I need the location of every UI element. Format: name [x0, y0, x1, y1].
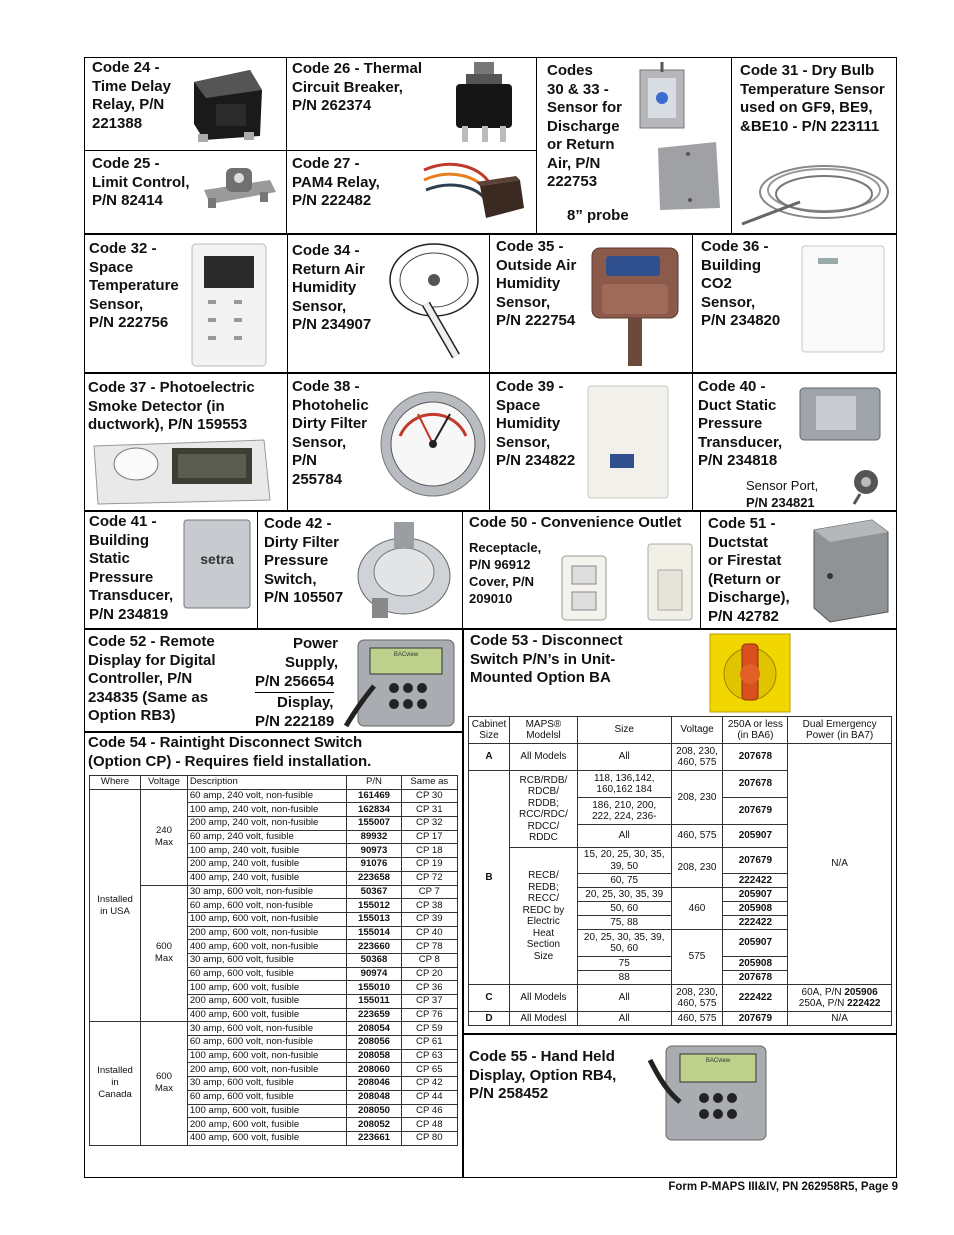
convenience-outlet-image	[556, 540, 696, 626]
same-as-cell: CP 46	[401, 1104, 457, 1118]
same-as-cell: CP 48	[401, 1118, 457, 1132]
page-footer: Form P-MAPS III&IV, PN 262958R5, Page 9	[668, 1181, 898, 1193]
code42-label: Code 42 - Dirty Filter Pressure Switch, P/N 105507	[264, 515, 344, 606]
pn-cell: 208050	[347, 1104, 401, 1118]
ductstat-image	[808, 516, 894, 624]
description-cell: 100 amp, 240 volt, non-fusible	[187, 803, 347, 817]
code52-label: Code 52 - Remote Display for Digital Controller, P/N 234835 (Same as Option RB3)	[88, 633, 216, 724]
cab-b1-all: All	[577, 825, 671, 848]
description-cell: 200 amp, 600 volt, non-fusible	[187, 926, 347, 940]
b2-575-pn-2: 207678	[723, 971, 788, 985]
code27-label: Code 27 - PAM4 Relay, P/N 222482	[292, 155, 380, 209]
pn-cell: 208048	[347, 1090, 401, 1104]
pn-cell: 208058	[347, 1049, 401, 1063]
pn-cell: 223661	[347, 1131, 401, 1145]
pn-cell: 208056	[347, 1036, 401, 1050]
sensor-port-label: Sensor Port,	[746, 478, 819, 493]
cab-b1-size-1: 186, 210, 200, 222, 224, 236-	[577, 798, 671, 825]
th-ba6: 250A or less (in BA6)	[723, 717, 788, 744]
cab-b: B	[469, 771, 510, 985]
same-as-cell: CP 38	[401, 899, 457, 913]
b2-208-size-1: 60, 75	[577, 874, 671, 888]
cab-b1-pn-1: 207679	[723, 798, 788, 825]
disconnect-switch-image	[708, 632, 792, 714]
cab-c: C	[469, 985, 510, 1012]
code41-label: Code 41 - Building Static Pressure Transducer, P/N 234819	[89, 513, 174, 623]
discharge-sensor-image	[636, 62, 726, 212]
code31-label: Code 31 - Dry Bulb Temperature Sensor used on GF9, BE9, &BE10 - P/N 223111	[740, 62, 885, 135]
pn-cell: 90974	[347, 967, 401, 981]
pn-cell: 155012	[347, 899, 401, 913]
cab-a-models: All Models	[509, 744, 577, 771]
th-size: Size	[577, 717, 671, 744]
pn-cell: 208052	[347, 1118, 401, 1132]
th-ba7: Dual Emergency Power (in BA7)	[788, 717, 892, 744]
pn-cell: 223659	[347, 1008, 401, 1022]
bacview-logo-text: BACview	[393, 652, 419, 658]
description-cell: 400 amp, 600 volt, fusible	[187, 1008, 347, 1022]
cab-c-dual: 60A, P/N 205906 250A, P/N 222422	[788, 985, 892, 1012]
same-as-cell: CP 36	[401, 981, 457, 995]
cab-d-dual: N/A	[788, 1012, 892, 1026]
same-as-cell: CP 8	[401, 953, 457, 967]
description-cell: 200 amp, 600 volt, fusible	[187, 995, 347, 1009]
description-cell: 100 amp, 600 volt, fusible	[187, 981, 347, 995]
b2-575-pn-0: 205907	[723, 930, 788, 957]
time-delay-relay-image	[188, 64, 268, 144]
cab-b-models-1: RCB/RDB/ RDCB/ RDDB; RCC/RDC/ RDCC/ RDDC	[509, 771, 577, 848]
description-cell: 60 amp, 600 volt, fusible	[187, 967, 347, 981]
where-cell: Installed in USA	[90, 789, 141, 1022]
description-cell: 60 amp, 240 volt, non-fusible	[187, 789, 347, 803]
same-as-cell: CP 7	[401, 885, 457, 899]
pn-cell: 155013	[347, 912, 401, 926]
code40-label: Code 40 - Duct Static Pressure Transducer, P/N 234818	[698, 378, 783, 469]
description-cell: 400 amp, 240 volt, fusible	[187, 871, 347, 885]
b2-575-volt: 575	[671, 930, 723, 985]
probe-length-label: 8” probe	[567, 207, 629, 224]
disconnect-pn-table	[468, 716, 892, 1026]
code32-label: Code 32 - Space Temperature Sensor, P/N 222756	[89, 240, 179, 331]
cab-a-pn: 207678	[723, 744, 788, 771]
cab-c-models: All Models	[509, 985, 577, 1012]
pn-cell: 162834	[347, 803, 401, 817]
code24-label: Code 24 - Time Delay Relay, P/N 221388	[92, 59, 171, 132]
code51-label: Code 51 - Ductstat or Firestat (Return or Discharge), P/N 42782	[708, 515, 790, 625]
table-row	[90, 789, 458, 803]
description-cell: 400 amp, 600 volt, fusible	[187, 1131, 347, 1145]
description-cell: 30 amp, 600 volt, fusible	[187, 953, 347, 967]
description-cell: 60 amp, 600 volt, non-fusible	[187, 1036, 347, 1050]
voltage-cell: 600 Max	[141, 885, 188, 1022]
code38-label: Code 38 - Photohelic Dirty Filter Sensor, P/N 255784	[292, 378, 369, 488]
cab-a-size: All	[577, 744, 671, 771]
table-row	[90, 885, 458, 899]
code30-33-label: Codes 30 & 33 - Sensor for Discharge or Return Air, P/N 222753	[547, 62, 623, 190]
b2-575-size-1: 75	[577, 957, 671, 971]
outside-air-humidity-sensor-image	[588, 240, 688, 370]
display-pn: P/N 222189	[255, 713, 335, 730]
th-voltage: Voltage	[141, 776, 188, 790]
pn-cell: 208060	[347, 1063, 401, 1077]
description-cell: 30 amp, 600 volt, non-fusible	[187, 885, 347, 899]
code34-label: Code 34 - Return Air Humidity Sensor, P/N 234907	[292, 242, 372, 333]
same-as-cell: CP 37	[401, 995, 457, 1009]
limit-control-image	[200, 162, 280, 212]
b2-575-pn-1: 205908	[723, 957, 788, 971]
cab-d-volt: 460, 575	[671, 1012, 723, 1026]
co2-sensor-image	[800, 244, 888, 356]
code54-label: Code 54 - Raintight Disconnect Switch (Option CP) - Requires field installation.	[88, 734, 372, 770]
hand-held-display-image	[646, 1040, 774, 1144]
description-cell: 200 amp, 600 volt, non-fusible	[187, 1063, 347, 1077]
code26-label: Code 26 - Thermal Circuit Breaker, P/N 262374	[292, 60, 423, 114]
b2-460-pn-2: 222422	[723, 916, 788, 930]
code25-label: Code 25 - Limit Control, P/N 82414	[92, 155, 190, 209]
bacview-logo-text-2: BACview	[705, 1058, 731, 1064]
raintight-switch-table	[89, 775, 458, 1146]
pn-cell: 155014	[347, 926, 401, 940]
pn-cell: 155010	[347, 981, 401, 995]
pn-cell: 90973	[347, 844, 401, 858]
voltage-cell: 600 Max	[141, 1022, 188, 1145]
same-as-cell: CP 44	[401, 1090, 457, 1104]
description-cell: 100 amp, 600 volt, non-fusible	[187, 1049, 347, 1063]
b2-208-size-0: 15, 20, 25, 30, 35, 39, 50	[577, 848, 671, 874]
duct-static-transducer-image	[796, 384, 888, 444]
setra-logo-text: setra	[200, 551, 234, 567]
description-cell: 200 amp, 240 volt, fusible	[187, 858, 347, 872]
code53-label: Code 53 - Disconnect Switch P/N’s in Unit- Mounted Option BA	[470, 632, 623, 686]
b2-460-size-1: 50, 60	[577, 902, 671, 916]
description-cell: 30 amp, 600 volt, non-fusible	[187, 1022, 347, 1036]
same-as-cell: CP 30	[401, 789, 457, 803]
description-cell: 60 amp, 240 volt, fusible	[187, 830, 347, 844]
pn-cell: 161469	[347, 789, 401, 803]
pn-cell: 155007	[347, 817, 401, 831]
same-as-cell: CP 32	[401, 817, 457, 831]
power-supply-pn: P/N 256654	[255, 673, 334, 693]
same-as-cell: CP 17	[401, 830, 457, 844]
pn-cell: 155011	[347, 995, 401, 1009]
cab-b1-pn-0: 207678	[723, 771, 788, 798]
code50-label: Code 50 - Convenience Outlet	[469, 514, 682, 531]
description-cell: 100 amp, 600 volt, fusible	[187, 1104, 347, 1118]
pn-cell: 50367	[347, 885, 401, 899]
same-as-cell: CP 80	[401, 1131, 457, 1145]
description-cell: 30 amp, 600 volt, fusible	[187, 1077, 347, 1091]
same-as-cell: CP 65	[401, 1063, 457, 1077]
th-models: MAPS® Modelsl	[509, 717, 577, 744]
cab-b1-size-0: 118, 136,142, 160,162 184	[577, 771, 671, 798]
dry-bulb-sensor-image	[738, 140, 894, 232]
code50-sub: Receptacle, P/N 96912 Cover, P/N 209010	[469, 540, 542, 606]
thermal-breaker-image	[452, 62, 516, 144]
same-as-cell: CP 76	[401, 1008, 457, 1022]
th-voltage: Voltage	[671, 717, 723, 744]
b2-460-size-0: 20, 25, 30, 35, 39	[577, 888, 671, 902]
building-static-transducer-image	[182, 518, 254, 610]
pn-cell: 91076	[347, 858, 401, 872]
cab-c-size: All	[577, 985, 671, 1012]
pam4-relay-image	[420, 156, 530, 228]
pn-cell: 223660	[347, 940, 401, 954]
same-as-cell: CP 78	[401, 940, 457, 954]
th-description: Description	[187, 776, 347, 790]
same-as-cell: CP 39	[401, 912, 457, 926]
b2-460-pn-1: 205908	[723, 902, 788, 916]
pn-cell: 208046	[347, 1077, 401, 1091]
cab-d: D	[469, 1012, 510, 1026]
description-cell: 60 amp, 600 volt, non-fusible	[187, 899, 347, 913]
same-as-cell: CP 18	[401, 844, 457, 858]
table-row	[90, 1022, 458, 1036]
sensor-port-image	[846, 466, 886, 506]
space-temperature-sensor-image	[190, 242, 270, 370]
same-as-cell: CP 72	[401, 871, 457, 885]
code39-label: Code 39 - Space Humidity Sensor, P/N 234822	[496, 378, 576, 469]
cab-a: A	[469, 744, 510, 771]
description-cell: 100 amp, 240 volt, fusible	[187, 844, 347, 858]
cab-b1-allpn: 205907	[723, 825, 788, 848]
cab-a-volt: 208, 230, 460, 575	[671, 744, 723, 771]
same-as-cell: CP 40	[401, 926, 457, 940]
smoke-detector-image	[92, 434, 272, 506]
cab-b-models-2: RECB/ REDB; RECC/ REDC by Electric Heat Section Size	[509, 848, 577, 985]
ba7-na: N/A	[788, 744, 892, 985]
same-as-cell: CP 20	[401, 967, 457, 981]
cab-d-size: All	[577, 1012, 671, 1026]
b2-208-pn-1: 222422	[723, 874, 788, 888]
dirty-filter-switch-image	[350, 514, 460, 626]
cab-b1-allvolt: 460, 575	[671, 825, 723, 848]
where-cell: Installed in Canada	[90, 1022, 141, 1145]
cab-d-pn: 207679	[723, 1012, 788, 1026]
b2-575-size-2: 88	[577, 971, 671, 985]
description-cell: 400 amp, 600 volt, non-fusible	[187, 940, 347, 954]
pn-cell: 89932	[347, 830, 401, 844]
photohelic-gauge-image	[378, 384, 488, 504]
cab-c-volt: 208, 230, 460, 575	[671, 985, 723, 1012]
th-cabinet: Cabinet Size	[469, 717, 510, 744]
pn-cell: 223658	[347, 871, 401, 885]
return-air-humidity-sensor-image	[386, 240, 486, 364]
th-where: Where	[90, 776, 141, 790]
display-label: Display,	[277, 694, 334, 711]
description-cell: 200 amp, 600 volt, fusible	[187, 1118, 347, 1132]
cab-b1-volt: 208, 230	[671, 771, 723, 825]
pn-cell: 208054	[347, 1022, 401, 1036]
same-as-cell: CP 31	[401, 803, 457, 817]
same-as-cell: CP 61	[401, 1036, 457, 1050]
b2-208-volt: 208, 230	[671, 848, 723, 888]
code36-label: Code 36 - Building CO2 Sensor, P/N 234820	[701, 238, 781, 329]
b2-575-size-0: 20, 25, 30, 35, 39, 50, 60	[577, 930, 671, 957]
pn-cell: 50368	[347, 953, 401, 967]
b2-208-pn-0: 207679	[723, 848, 788, 874]
remote-display-image	[344, 636, 460, 730]
b2-460-volt: 460	[671, 888, 723, 930]
cab-d-models: All Modesl	[509, 1012, 577, 1026]
b2-460-size-2: 75, 88	[577, 916, 671, 930]
same-as-cell: CP 63	[401, 1049, 457, 1063]
voltage-cell: 240 Max	[141, 789, 188, 885]
same-as-cell: CP 19	[401, 858, 457, 872]
b2-460-pn-0: 205907	[723, 888, 788, 902]
th-pn: P/N	[347, 776, 401, 790]
description-cell: 100 amp, 600 volt, non-fusible	[187, 912, 347, 926]
code37-label: Code 37 - Photoelectric Smoke Detector (in ductwork), P/N 159553	[88, 379, 255, 433]
description-cell: 60 amp, 600 volt, fusible	[187, 1090, 347, 1104]
code35-label: Code 35 - Outside Air Humidity Sensor, P/N 222754	[496, 238, 577, 329]
cab-c-pn: 222422	[723, 985, 788, 1012]
same-as-cell: CP 42	[401, 1077, 457, 1091]
description-cell: 200 amp, 240 volt, non-fusible	[187, 817, 347, 831]
sensor-port-pn: P/N 234821	[746, 495, 815, 510]
power-supply-label: Power Supply,	[284, 635, 338, 671]
code55-label: Code 55 - Hand Held Display, Option RB4, P/N 258452	[469, 1048, 617, 1102]
same-as-cell: CP 59	[401, 1022, 457, 1036]
space-humidity-sensor-image	[584, 384, 684, 504]
th-same-as: Same as	[401, 776, 457, 790]
